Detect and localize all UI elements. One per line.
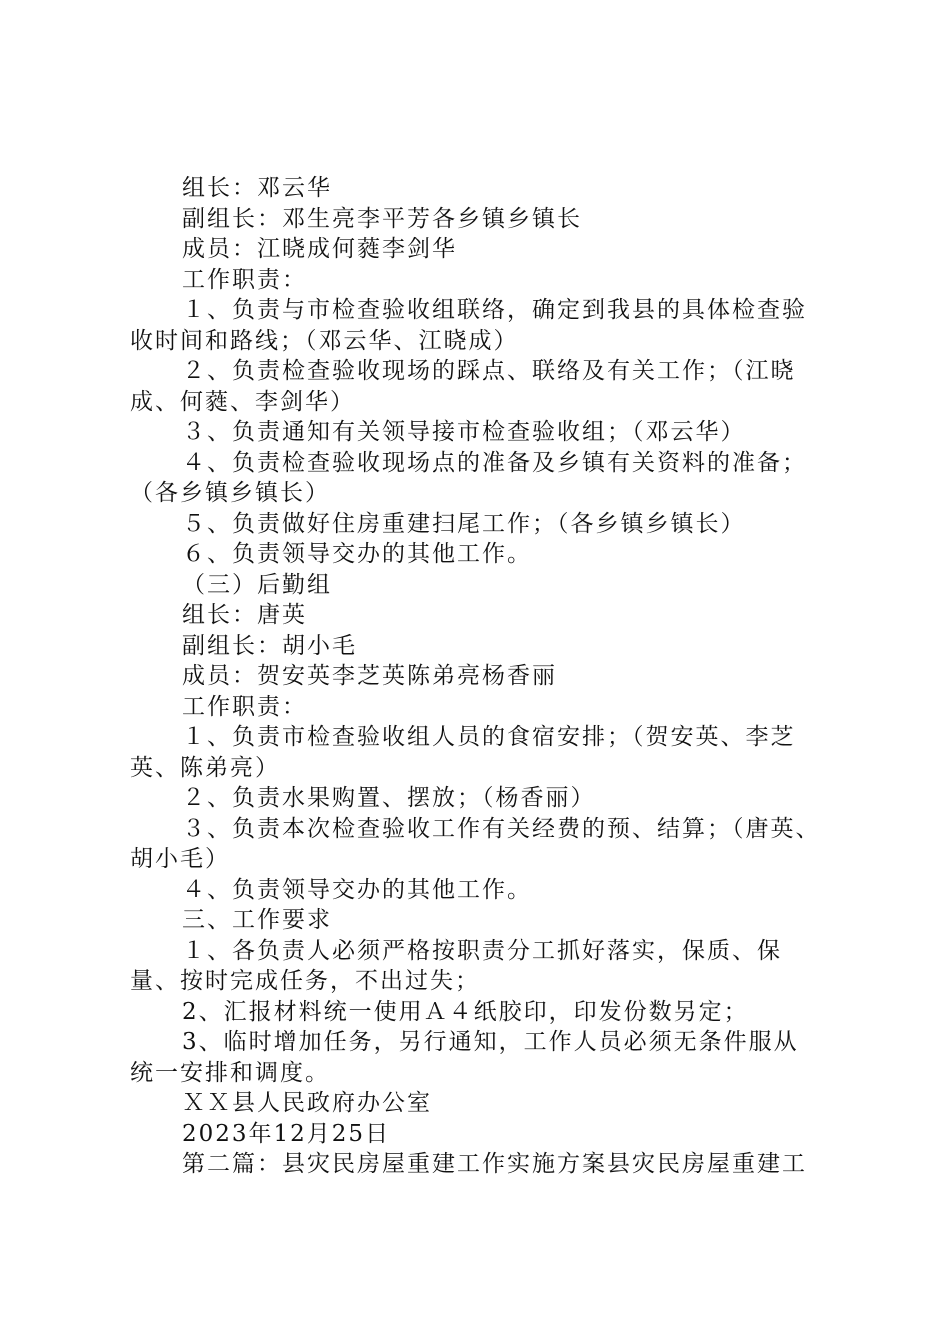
paragraph-deputy-leader: 副组长：邓生亮李平芳各乡镇乡镇长 [182,205,582,232]
paragraph-duty-6: ６、负责领导交办的其他工作。 [182,541,532,567]
paragraph-logistics-leader: 组长：唐英 [182,602,307,628]
paragraph-requirement-1: １、各负责人必须严格按职责分工抓好落实，保质、保量、按时完成任务，不出过失； [130,937,782,994]
paragraph-requirement-3: 3、临时增加任务，另行通知，工作人员必须无条件服从统一安排和调度。 [130,1029,799,1086]
paragraph-logistics-duty-1: １、负责市检查验收组人员的食宿安排；（贺安英、李芝英、陈弟亮） [130,724,796,781]
paragraph-leader: 组长：邓云华 [182,175,332,201]
paragraph-duties-heading: 工作职责： [182,266,307,293]
paragraph-logistics-duty-2: ２、负责水果购置、摆放；（杨香丽） [182,785,596,811]
paragraph-logistics-duty-3: ３、负责本次检查验收工作有关经费的预、结算；（唐英、胡小毛） [130,815,821,872]
paragraph-date: 2023年12月25日 [182,1120,391,1147]
paragraph-issuer: ＸＸ县人民政府办公室 [182,1090,432,1116]
paragraph-duty-5: ５、负责做好住房重建扫尾工作；（各乡镇乡镇长） [182,510,746,537]
paragraph-members: 成员：江晓成何蕤李剑华 [182,236,457,262]
document-body [130,173,830,1180]
paragraph-duty-2: ２、负责检查验收现场的踩点、联络及有关工作；（江晓成、何蕤、李剑华） [130,358,796,415]
paragraph-logistics-members: 成员：贺安英李芝英陈弟亮杨香丽 [182,663,557,689]
paragraph-requirements-heading: 三、工作要求 [182,907,332,933]
paragraph-duty-1: １、负责与市检查验收组联络，确定到我县的具体检查验收时间和路线；（邓云华、江晓成） [130,297,807,354]
paragraph-duty-4: ４、负责检查验收现场点的准备及乡镇有关资料的准备；（各乡镇乡镇长） [130,449,807,506]
paragraph-logistics-heading: （三）后勤组 [182,571,332,598]
paragraph-duty-3: ３、负责通知有关领导接市检查验收组；（邓云华） [182,419,746,445]
paragraph-second-article-title: 第二篇：县灾民房屋重建工作实施方案县灾民房屋重建工 [182,1151,807,1177]
paragraph-logistics-duty-4: ４、负责领导交办的其他工作。 [182,876,532,903]
paragraph-logistics-deputy: 副组长：胡小毛 [182,632,357,659]
paragraph-requirement-2: 2、汇报材料统一使用Ａ４纸胶印，印发份数另定； [182,998,749,1025]
paragraph-logistics-duties-heading: 工作职责： [182,693,307,720]
